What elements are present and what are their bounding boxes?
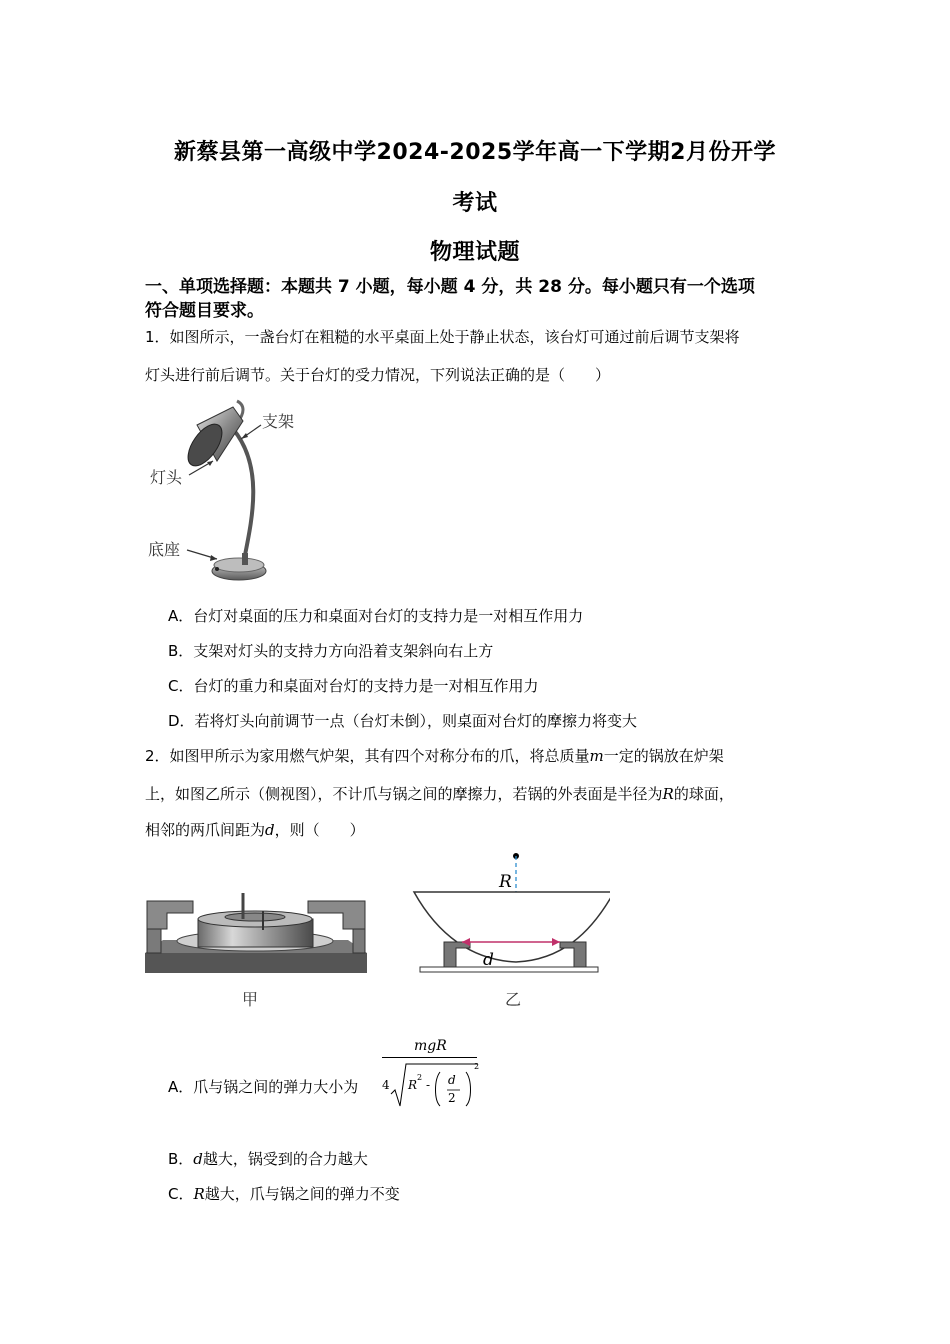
q2-option-a[interactable]: A．爪与锅之间的弹力大小为	[168, 1078, 359, 1096]
stove-figure	[143, 885, 368, 980]
q1-stem-line2: 灯头进行前后调节。关于台灯的受力情况，下列说法正确的是（ ）	[145, 366, 611, 384]
formula-minus: -	[426, 1078, 431, 1092]
var-m: m	[589, 747, 604, 765]
q1-option-b[interactable]: B．支架对灯头的支持力方向沿着支架斜向右上方	[168, 642, 494, 660]
formula-numerator: mgR	[414, 1038, 447, 1054]
label-yi: 乙	[505, 990, 522, 1009]
formula-coef: 4	[382, 1078, 390, 1092]
formula-R-exp: 2	[417, 1073, 423, 1082]
label-base: 底座	[148, 540, 181, 559]
q1-stem-line1: 1．如图所示，一盏台灯在粗糙的水平桌面上处于静止状态，该台灯可通过前后调节支架将	[145, 328, 740, 346]
sqrt-sign	[390, 1060, 480, 1110]
q1-option-d[interactable]: D．若将灯头向前调节一点（台灯未倒），则桌面对台灯的摩擦力将变大	[168, 712, 638, 730]
page-title-line2: 考试	[452, 191, 498, 216]
formula	[382, 1038, 482, 1113]
var-R: R	[662, 785, 674, 803]
formula-two: 2	[448, 1091, 456, 1105]
q2-option-b[interactable]: B．d越大，锅受到的合力越大	[168, 1150, 368, 1168]
lamp-figure	[145, 395, 315, 590]
formula-R: R	[408, 1078, 418, 1092]
label-bracket: 支架	[262, 412, 295, 431]
q1-option-c[interactable]: C．台灯的重力和桌面对台灯的支持力是一对相互作用力	[168, 677, 539, 695]
subject-title: 物理试题	[429, 240, 520, 265]
fraction-bar	[382, 1057, 477, 1058]
label-R: R	[499, 872, 512, 892]
formula-exp: 2	[474, 1062, 480, 1071]
q2-stem-line3: 相邻的两爪间距为d，则（ ）	[145, 821, 365, 839]
pot-side-figure	[410, 850, 610, 980]
q1-option-a[interactable]: A．台灯对桌面的压力和桌面对台灯的支持力是一对相互作用力	[168, 607, 584, 625]
section-heading-line2: 符合题目要求。	[145, 301, 264, 321]
var-d: d	[265, 821, 275, 839]
label-d: d	[483, 950, 494, 970]
section-heading: 一、单项选择题：本题共 7 小题，每小题 4 分，共 28 分。每小题只有一个选项	[145, 277, 755, 297]
formula-d: d	[448, 1073, 456, 1087]
q2-stem-line2: 上，如图乙所示（侧视图），不计爪与锅之间的摩擦力，若锅的外表面是半径为R的球面，	[145, 785, 734, 803]
page-title: 新蔡县第一高级中学2024-2025学年高一下学期2月份开学	[174, 140, 776, 165]
q2-stem-line1: 2．如图甲所示为家用燃气炉架，其有四个对称分布的爪，将总质量m一定的锅放在炉架	[145, 747, 724, 765]
label-lamp-head: 灯头	[150, 468, 183, 487]
label-jia: 甲	[242, 990, 259, 1009]
q2-option-c[interactable]: C．R越大，爪与锅之间的弹力不变	[168, 1185, 400, 1203]
